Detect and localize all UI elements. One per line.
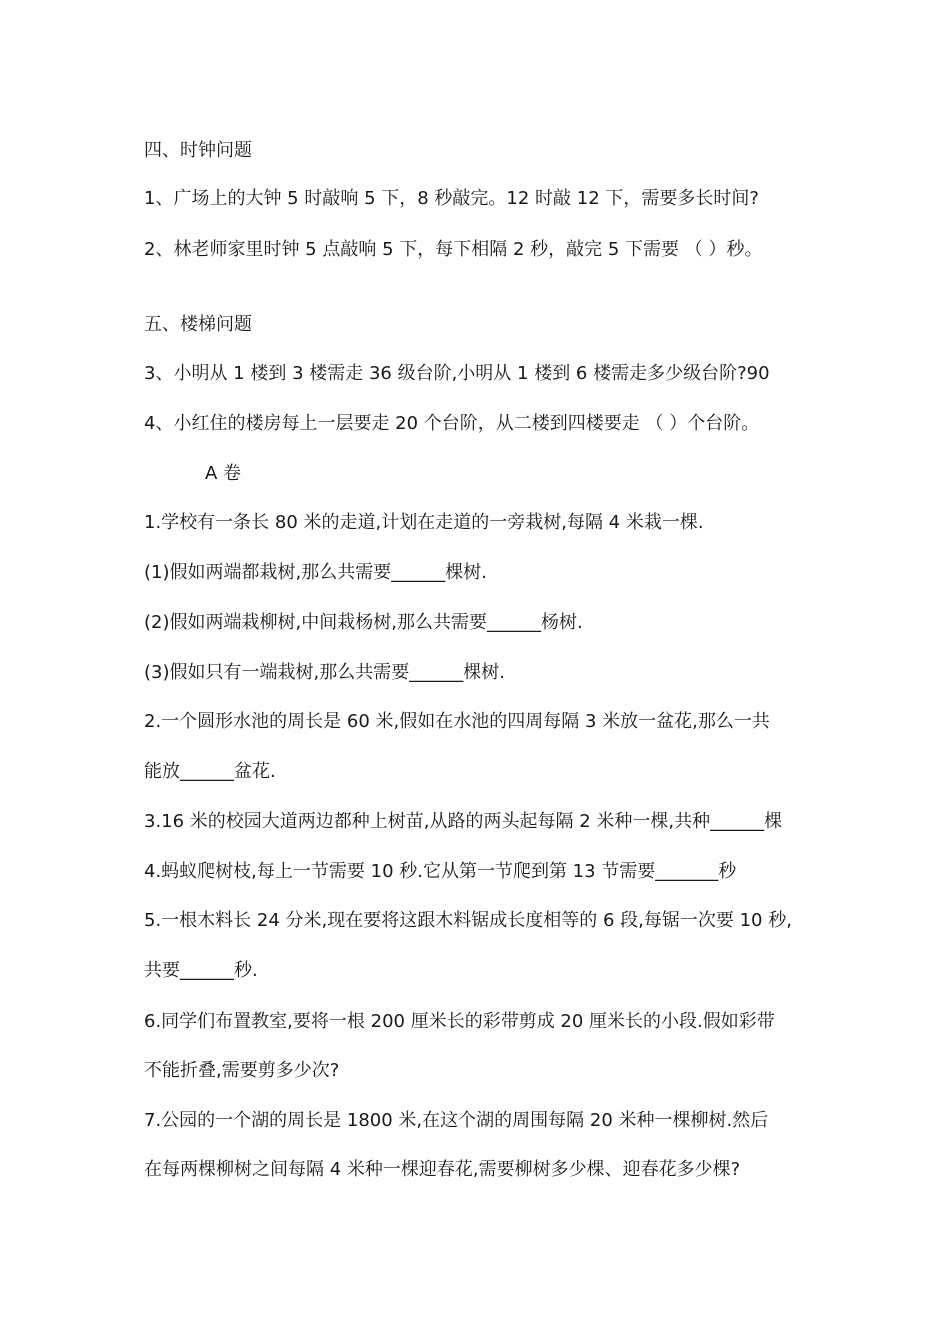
question-a-7-line-2: 在每两棵柳树之间每隔 4 米种一棵迎春花,需要柳树多少棵、迎春花多少棵? <box>144 1159 741 1180</box>
question-a-4: 4.蚂蚁爬树枝,每上一节需要 10 秒.它从第一节爬到第 13 节需要_______秒 <box>144 861 737 882</box>
question-a-2-line-1: 2.一个圆形水池的周长是 60 米,假如在水池的四周每隔 3 米放一盆花,那么一共 <box>144 711 770 732</box>
question-a-5-line-1: 5.一根木料长 24 分米,现在要将这跟木料锯成长度相等的 6 段,每锯一次要 10 秒, <box>144 910 792 931</box>
question-a-5-line-2: 共要______秒. <box>144 960 258 981</box>
question-a-1: 1.学校有一条长 80 米的走道,计划在走道的一旁栽树,每隔 4 米栽一棵. <box>144 512 704 533</box>
question-a-1-part-3: (3)假如只有一端栽树,那么共需要______棵树. <box>144 662 505 683</box>
question-a-3: 3.16 米的校园大道两边都种上树苗,从路的两头起每隔 2 米种一棵,共种______棵 <box>144 811 783 832</box>
section-title-stairs: 五、楼梯问题 <box>144 314 252 335</box>
question-clock-2: 2、林老师家里时钟 5 点敲响 5 下，每下相隔 2 秒，敲完 5 下需要 （ ）秒。 <box>144 239 763 260</box>
question-clock-1: 1、广场上的大钟 5 时敲响 5 下，8 秒敲完。12 时敲 12 下，需要多长时间? <box>144 188 759 209</box>
question-a-6-line-2: 不能折叠,需要剪多少次? <box>144 1060 340 1081</box>
question-a-6-line-1: 6.同学们布置教室,要将一根 200 厘米长的彩带剪成 20 厘米长的小段.假如彩带 <box>144 1011 775 1032</box>
section-title-clock: 四、时钟问题 <box>144 140 252 161</box>
paper-a-title: A 卷 <box>205 463 242 484</box>
question-a-1-part-1: (1)假如两端都栽树,那么共需要______棵树. <box>144 562 487 583</box>
question-a-1-part-2: (2)假如两端栽柳树,中间栽杨树,那么共需要______杨树. <box>144 612 583 633</box>
question-a-2-line-2: 能放______盆花. <box>144 761 276 782</box>
question-stairs-3: 3、小明从 1 楼到 3 楼需走 36 级台阶,小明从 1 楼到 6 楼需走多少级台阶?90 <box>144 363 770 384</box>
question-stairs-4: 4、小红住的楼房每上一层要走 20 个台阶，从二楼到四楼要走 （ ）个台阶。 <box>144 413 760 434</box>
question-a-7-line-1: 7.公园的一个湖的周长是 1800 米,在这个湖的周围每隔 20 米种一棵柳树.然后 <box>144 1110 769 1131</box>
